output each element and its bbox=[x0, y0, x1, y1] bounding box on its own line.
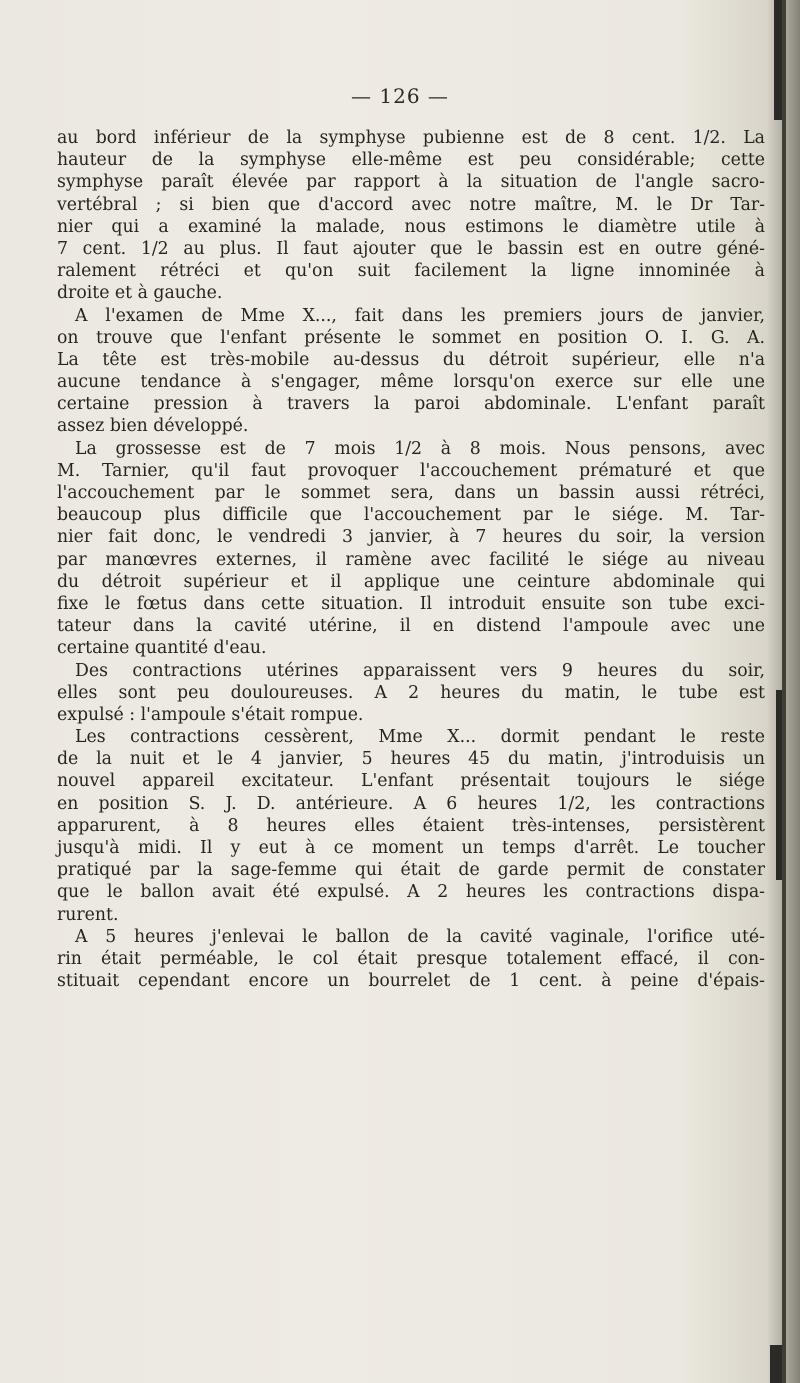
text-line: par manœvres externes, il ramène avec facilité le siége au niveau bbox=[57, 549, 765, 570]
text-line: nouvel appareil excitateur. L'enfant présentait toujours le siége bbox=[57, 771, 765, 792]
text-line: que le ballon avait été expulsé. A 2 heures les contractions dispa- bbox=[57, 882, 765, 903]
text-line: fixe le fœtus dans cette situation. Il introduit ensuite son tube exci- bbox=[57, 593, 765, 614]
text-line: beaucoup plus difficile que l'accouchement par le siége. M. Tar- bbox=[57, 505, 765, 526]
text-line: jusqu'à midi. Il y eut à ce moment un temps d'arrêt. Le toucher bbox=[57, 838, 765, 858]
text-line: Des contractions utérines apparaissent vers 9 heures du soir, bbox=[75, 660, 765, 681]
binding-edge bbox=[782, 0, 786, 1383]
binding-mark-middle bbox=[776, 690, 782, 880]
binding-mark-bottom bbox=[770, 1345, 782, 1383]
text-line: du détroit supérieur et il applique une ceinture abdominale qui bbox=[57, 571, 765, 592]
text-line: on trouve que l'enfant présente le sommet en position O. I. G. A. bbox=[57, 327, 765, 348]
text-line: rin était perméable, le col était presque totalement effacé, il con- bbox=[57, 948, 765, 969]
text-line: aucune tendance à s'engager, même lorsqu'on exerce sur elle une bbox=[57, 372, 765, 393]
text-line: A 5 heures j'enlevai le ballon de la cavité vaginale, l'orifice uté- bbox=[75, 926, 765, 947]
text-line: assez bien développé. bbox=[57, 416, 249, 437]
text-line: vertébral ; si bien que d'accord avec notre maître, M. le Dr Tar- bbox=[57, 194, 765, 215]
text-line: hauteur de la symphyse elle-même est peu considérable; cette bbox=[57, 150, 765, 171]
text-line: certaine pression à travers la paroi abdominale. L'enfant paraît bbox=[57, 394, 765, 415]
text-line: en position S. J. D. antérieure. A 6 heures 1/2, les contractions bbox=[57, 793, 765, 814]
text-line: Les contractions cessèrent, Mme X... dormit pendant le reste bbox=[75, 727, 765, 748]
text-line: au bord inférieur de la symphyse pubienne est de 8 cent. 1/2. La bbox=[57, 128, 765, 148]
text-line: pratiqué par la sage-femme qui était de garde permit de constater bbox=[57, 860, 765, 881]
text-line: expulsé : l'ampoule s'était rompue. bbox=[57, 704, 364, 725]
text-line: symphyse paraît élevée par rapport à la situation de l'angle sacro- bbox=[57, 172, 765, 193]
text-line: rurent. bbox=[57, 904, 119, 925]
text-line: l'accouchement par le sommet sera, dans un bassin aussi rétréci, bbox=[57, 483, 765, 503]
text-line: M. Tarnier, qu'il faut provoquer l'accouchement prématuré et que bbox=[57, 460, 765, 481]
text-line: nier qui a examiné la malade, nous estimons le diamètre utile à bbox=[57, 216, 765, 237]
text-line: apparurent, à 8 heures elles étaient très-intenses, persistèrent bbox=[57, 815, 765, 836]
text-line: nier fait donc, le vendredi 3 janvier, à 7 heures du soir, la version bbox=[57, 527, 765, 548]
text-line: elles sont peu douloureuses. A 2 heures du matin, le tube est bbox=[57, 682, 765, 703]
page-number: — 126 — bbox=[351, 84, 449, 108]
text-line: droite et à gauche. bbox=[57, 283, 223, 304]
text-line: stituait cependant encore un bourrelet de 1 cent. à peine d'épais- bbox=[57, 971, 765, 992]
text-line: certaine quantité d'eau. bbox=[57, 638, 267, 659]
text-line: La grossesse est de 7 mois 1/2 à 8 mois. Nous pensons, avec bbox=[75, 438, 765, 459]
text-line: de la nuit et le 4 janvier, 5 heures 45 du matin, j'introduisis un bbox=[57, 749, 765, 770]
text-line: ralement rétréci et qu'on suit facilement la ligne innominée à bbox=[57, 261, 765, 282]
text-line: La tête est très-mobile au-dessus du détroit supérieur, elle n'a bbox=[57, 349, 765, 370]
body-text bbox=[57, 127, 765, 992]
text-line: tateur dans la cavité utérine, il en distend l'ampoule avec une bbox=[57, 616, 765, 637]
text-line: 7 cent. 1/2 au plus. Il faut ajouter que le bassin est en outre géné- bbox=[57, 238, 765, 259]
text-line: A l'examen de Mme X..., fait dans les premiers jours de janvier, bbox=[75, 305, 765, 326]
